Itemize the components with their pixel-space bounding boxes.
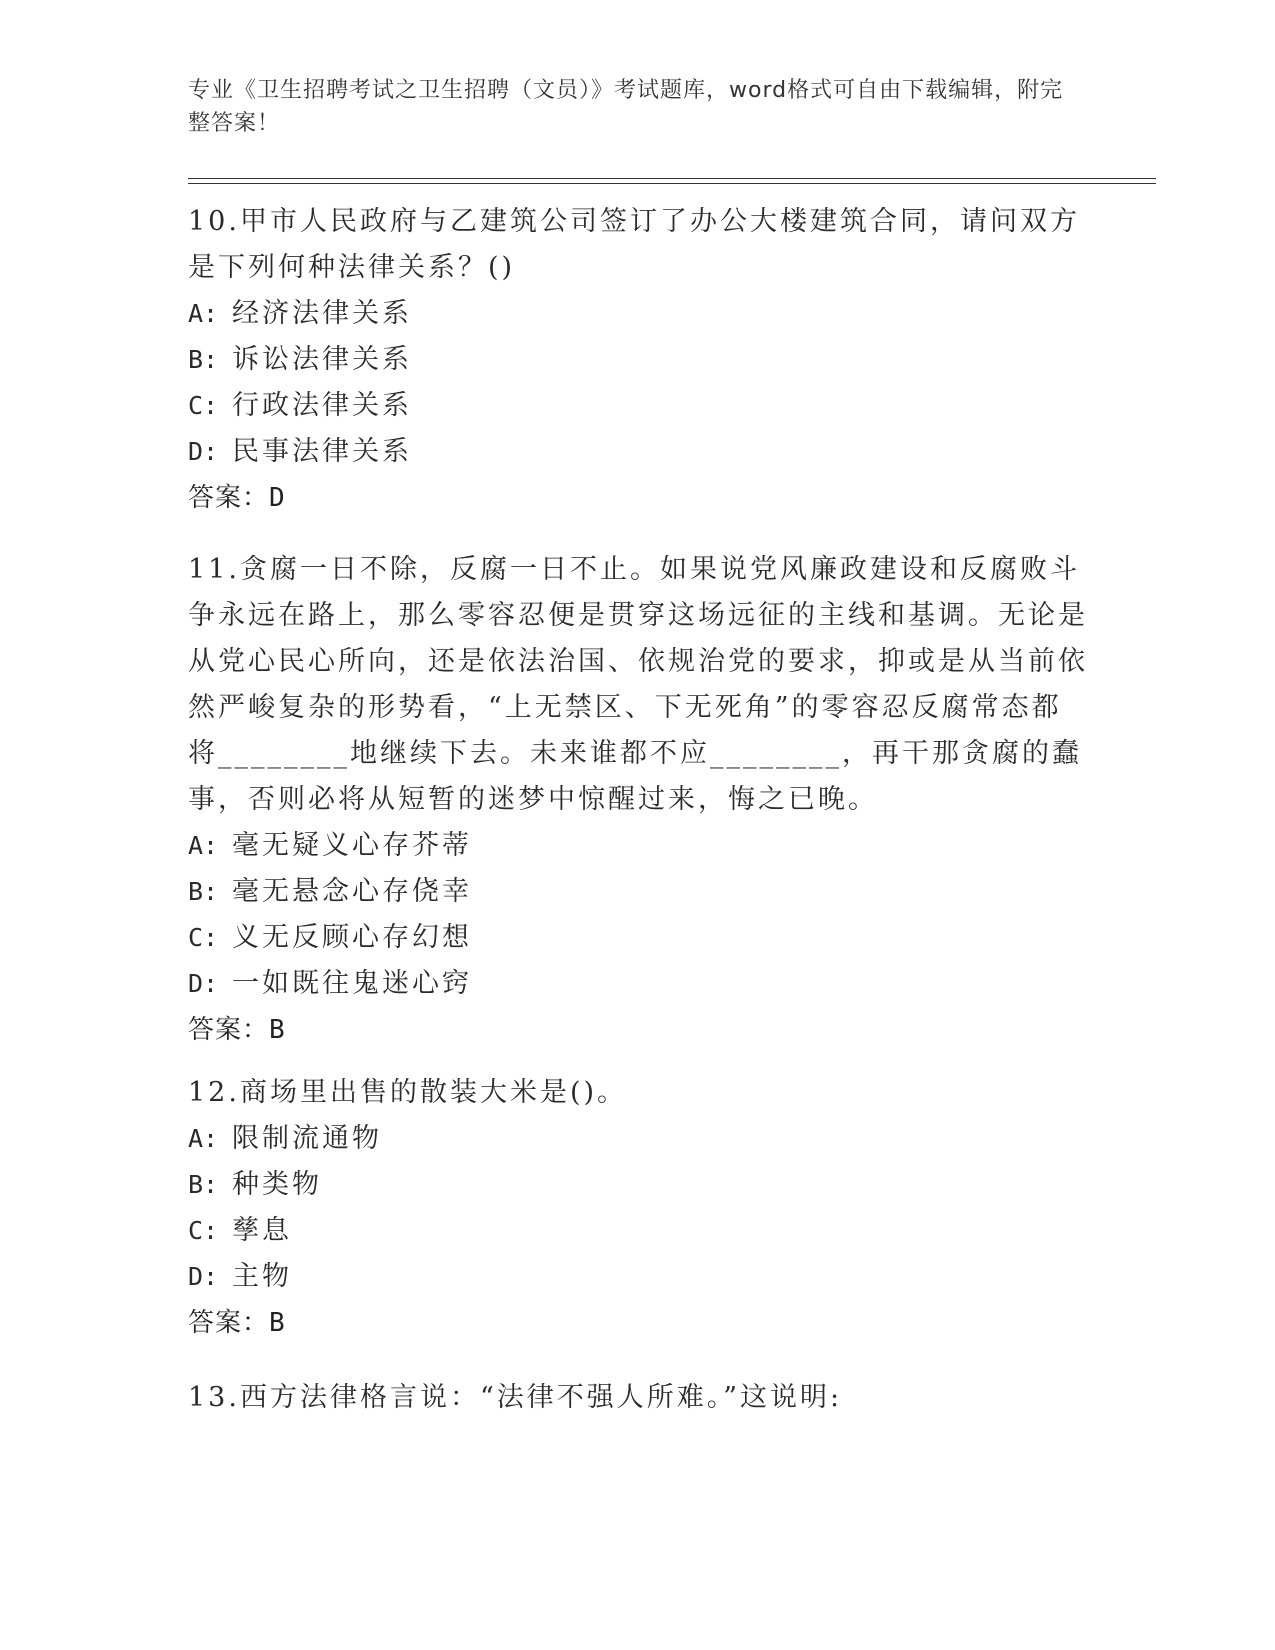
answer-label: 答案： <box>188 1015 270 1045</box>
option-text: 义无反顾心存幻想 <box>232 922 472 953</box>
option-d <box>188 429 1088 475</box>
header-divider-top <box>188 178 1156 179</box>
option-letter: D: <box>188 437 219 466</box>
question-text: 11.贪腐一日不除，反腐一日不止。如果说党风廉政建设和反腐败斗争永远在路上，那么零容忍便是贯穿这场远征的主线和基调。无论是从党心民心所向，还是依法治国、依规治党的要求，抑或是从当前依然严峻复杂的形势看，“上无禁区、下无死角”的零容忍反腐常态都将________地继续下去。未来谁都不应________，再干那贪腐的蠢事，否则必将从短暂的迷梦中惊醒过来，悔之已晚。 <box>188 554 1088 815</box>
option-letter: A: <box>188 1124 219 1153</box>
option-d <box>188 961 1088 1007</box>
answer-line <box>188 1300 1088 1346</box>
question-text: 12.商场里出售的散装大米是()。 <box>188 1077 628 1108</box>
option-letter: C: <box>188 923 219 952</box>
option-b <box>188 1162 1088 1208</box>
option-letter: C: <box>188 391 219 420</box>
question-text: 13.西方法律格言说：“法律不强人所难。”这说明: <box>188 1382 843 1413</box>
answer-value: B <box>269 1308 286 1338</box>
option-letter: B: <box>188 1170 219 1199</box>
question-10 <box>188 199 1088 521</box>
option-a <box>188 291 1088 337</box>
option-letter: D: <box>188 969 219 998</box>
option-text: 毫无疑义心存芥蒂 <box>232 830 472 861</box>
option-a <box>188 1116 1088 1162</box>
answer-line <box>188 475 1088 521</box>
question-text: 10.甲市人民政府与乙建筑公司签订了办公大楼建筑合同，请问双方是下列何种法律关系？() <box>188 206 1080 283</box>
question-11 <box>188 547 1088 1053</box>
option-c <box>188 383 1088 429</box>
answer-label: 答案： <box>188 483 270 513</box>
option-letter: A: <box>188 831 219 860</box>
option-text: 一如既往鬼迷心窍 <box>232 968 472 999</box>
option-letter: B: <box>188 877 219 906</box>
option-text: 种类物 <box>232 1169 322 1200</box>
question-12 <box>188 1070 1088 1346</box>
option-letter: B: <box>188 345 219 374</box>
option-text: 行政法律关系 <box>232 390 412 421</box>
option-c <box>188 915 1088 961</box>
document-header: 专业《卫生招聘考试之卫生招聘（文员）》考试题库，word格式可自由下载编辑，附完整答案！ <box>188 78 1064 136</box>
option-c <box>188 1208 1088 1254</box>
option-text: 民事法律关系 <box>232 436 412 467</box>
option-text: 孳息 <box>232 1215 292 1246</box>
question-13 <box>188 1375 1088 1421</box>
option-letter: C: <box>188 1216 219 1245</box>
option-text: 经济法律关系 <box>232 298 412 329</box>
answer-label: 答案： <box>188 1308 270 1338</box>
option-text: 诉讼法律关系 <box>232 344 412 375</box>
option-text: 毫无悬念心存侥幸 <box>232 876 472 907</box>
answer-line <box>188 1007 1088 1053</box>
answer-value: B <box>269 1015 286 1045</box>
option-a <box>188 823 1088 869</box>
option-text: 主物 <box>232 1261 292 1292</box>
option-b <box>188 869 1088 915</box>
option-text: 限制流通物 <box>232 1123 382 1154</box>
header-divider-bottom <box>188 183 1156 184</box>
option-letter: A: <box>188 299 219 328</box>
option-d <box>188 1254 1088 1300</box>
option-b <box>188 337 1088 383</box>
option-letter: D: <box>188 1262 219 1291</box>
answer-value: D <box>269 483 286 513</box>
